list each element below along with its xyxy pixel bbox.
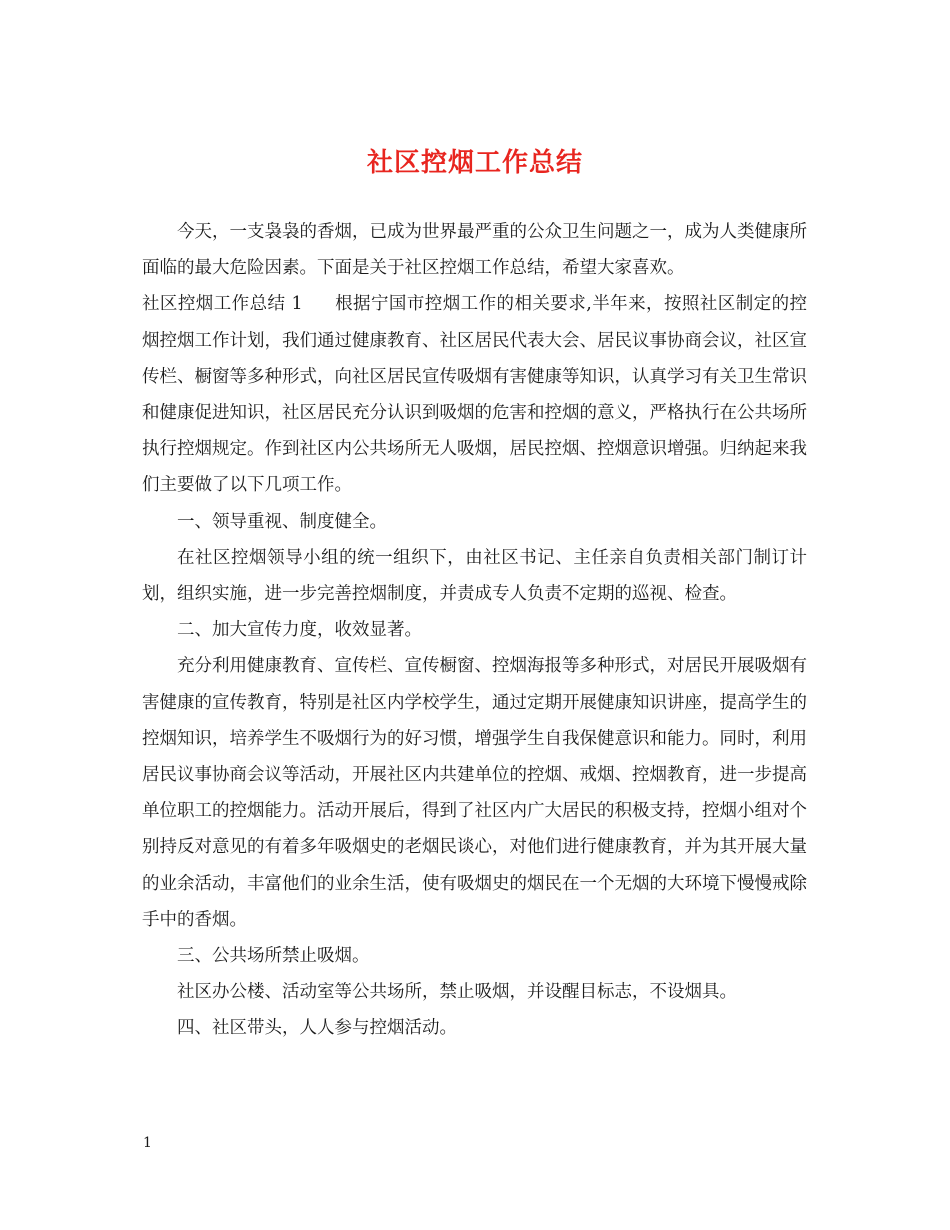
page-number: 1 (143, 1135, 152, 1151)
section1-text: 根据宁国市控烟工作的相关要求,半年来，按照社区制定的控烟控烟工作计划，我们通过健康教育、社区居民代表大会、居民议事协商会议，社区宣传栏、橱窗等多种形式，向社区居民宣传吸烟有害健康等知识，认真学习有关卫生常识和健康促进知识，社区居民充分认识到吸烟的危害和控烟的意义，严格执行在公共场所执行控烟规定。作到社区内公共场所无人吸烟，居民控烟、控烟意识增强。归纳起来我们主要做了以下几项工作。 (142, 294, 808, 496)
section1-paragraph (142, 286, 807, 503)
section1-heading: 社区控烟工作总结 1 (142, 294, 303, 315)
document-title: 社区控烟工作总结 (366, 148, 583, 178)
point4-heading: 四、社区带头，人人参与控烟活动。 (177, 1018, 457, 1039)
point2-text: 充分利用健康教育、宣传栏、宣传橱窗、控烟海报等多种形式，对居民开展吸烟有害健康的宣传教育，特别是社区内学校学生，通过定期开展健康知识讲座，提高学生的控烟知识，培养学生不吸烟行为的好习惯，增强学生自我保健意识和能力。同时，利用居民议事协商会议等活动，开展社区内共建单位的控烟、戒烟、控烟教育，进一步提高单位职工的控烟能力。活动开展后，得到了社区内广大居民的积极支持，控烟小组对个别持反对意见的有着多年吸烟史的老烟民谈心，对他们进行健康教育，并为其开展大量的业余活动，丰富他们的业余生活，使有吸烟史的烟民在一个无烟的大环境下慢慢戒除手中的香烟。 (142, 656, 807, 930)
point1-text: 在社区控烟领导小组的统一组织下，由社区书记、主任亲自负责相关部门制订计划，组织实施，进一步完善控烟制度，并责成专人负责不定期的巡视、检查。 (142, 547, 807, 605)
point3-heading: 三、公共场所禁止吸烟。 (177, 946, 370, 967)
intro-paragraph: 今天，一支袅袅的香烟，已成为世界最严重的公众卫生问题之一，成为人类健康所面临的最大危险因素。下面是关于社区控烟工作总结，希望大家喜欢。 (142, 222, 807, 279)
point1-heading: 一、领导重视、制度健全。 (177, 511, 387, 532)
document-body (142, 214, 807, 1047)
point3-text: 社区办公楼、活动室等公共场所，禁止吸烟，并设醒目标志，不设烟具。 (177, 982, 737, 1003)
point2-heading: 二、加大宣传力度，收效显著。 (177, 620, 422, 641)
